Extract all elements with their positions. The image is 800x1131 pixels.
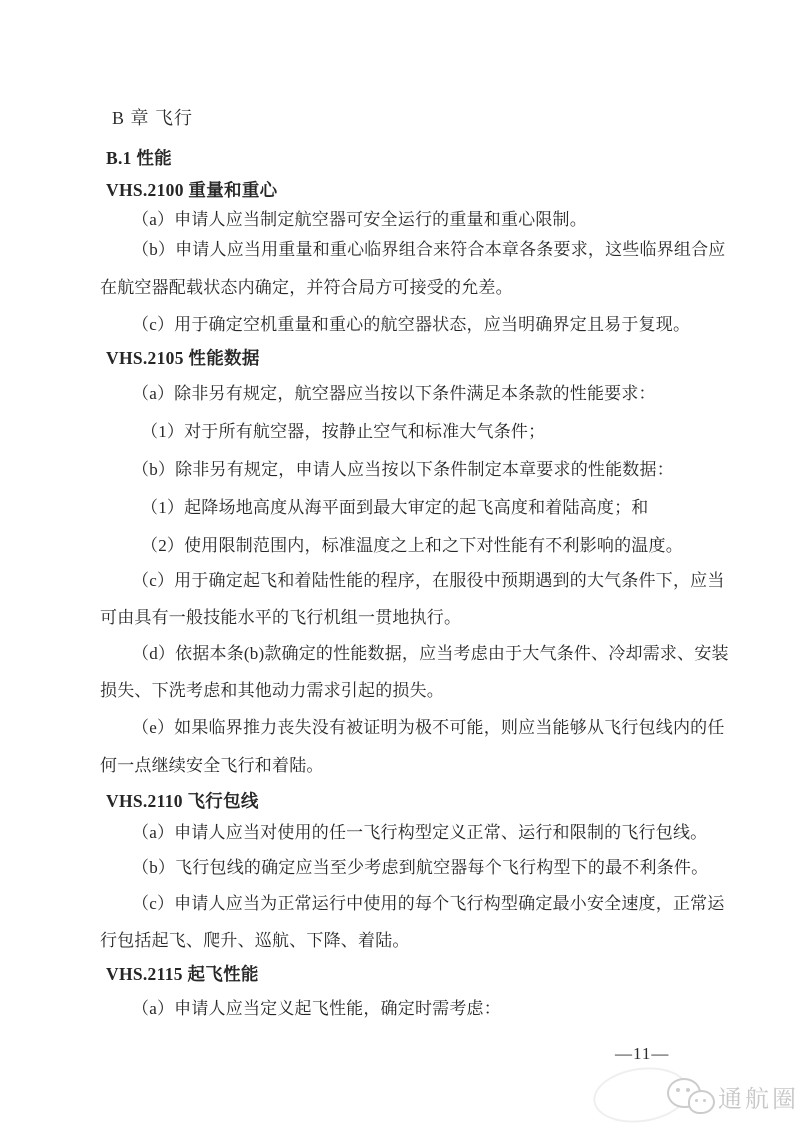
section-heading-line: B.1 性能 <box>106 148 172 168</box>
paragraph-line: （c）用于确定空机重量和重心的航空器状态，应当明确界定且易于复现。 <box>132 315 691 334</box>
paragraph-line: （a）除非另有规定，航空器应当按以下条件满足本条款的性能要求： <box>132 384 656 403</box>
paragraph-line: （e）如果临界推力丧失没有被证明为极不可能，则应当能够从飞行包线内的任 <box>132 718 725 737</box>
chapter-heading: B 章 飞行 <box>112 108 194 128</box>
wechat-logo-small-bubble-icon <box>688 1090 715 1114</box>
continuation-line: 可由具有一般技能水平的飞行机组一贯地执行。 <box>100 608 462 627</box>
paragraph-line: （b）飞行包线的确定应当至少考虑到航空器每个飞行构型下的最不利条件。 <box>132 858 709 877</box>
paragraph-line: （b）除非另有规定，申请人应当按以下条件制定本章要求的性能数据： <box>132 460 674 479</box>
subitem-line: （2）使用限制范围内，标准温度之上和之下对性能有不利影响的温度。 <box>141 536 683 555</box>
watermark-label: 通航圈 <box>718 1086 799 1113</box>
continuation-line: 在航空器配载状态内确定，并符合局方可接受的允差。 <box>100 278 513 297</box>
subitem-line: （1）对于所有航空器，按静止空气和标准大气条件； <box>141 422 546 441</box>
subitem-line: （1）起降场地高度从海平面到最大审定的起飞高度和着陆高度；和 <box>141 498 649 517</box>
paragraph-line: （a）申请人应当制定航空器可安全运行的重量和重心限制。 <box>132 210 587 229</box>
continuation-line: 损失、下洗考虑和其他动力需求引起的损失。 <box>100 681 444 700</box>
paragraph-line: （d）依据本条(b)款确定的性能数据，应当考虑由于大气条件、冷却需求、安装 <box>132 644 729 663</box>
article-heading-line: VHS.2115 起飞性能 <box>106 964 259 984</box>
watermark <box>585 1062 799 1124</box>
continuation-line: 行包括起飞、爬升、巡航、下降、着陆。 <box>100 931 410 950</box>
paragraph-line: （c）申请人应当为正常运行中使用的每个飞行构型确定最小安全速度，正常运 <box>132 894 725 913</box>
continuation-line: 何一点继续安全飞行和着陆。 <box>100 756 324 775</box>
article-heading-line: VHS.2100 重量和重心 <box>106 180 278 200</box>
paragraph-line: （a）申请人应当对使用的任一飞行构型定义正常、运行和限制的飞行包线。 <box>132 823 708 842</box>
article-heading-line: VHS.2110 飞行包线 <box>106 791 259 811</box>
paragraph-line: （a）申请人应当定义起飞性能，确定时需考虑： <box>132 999 501 1018</box>
page-number: —11— <box>615 1044 670 1063</box>
paragraph-line: （c）用于确定起飞和着陆性能的程序，在服役中预期遇到的大气条件下，应当 <box>132 571 725 590</box>
paragraph-line: （b）申请人应当用重量和重心临界组合来符合本章各条要求，这些临界组合应 <box>132 240 726 259</box>
article-heading-line: VHS.2105 性能数据 <box>106 348 260 368</box>
